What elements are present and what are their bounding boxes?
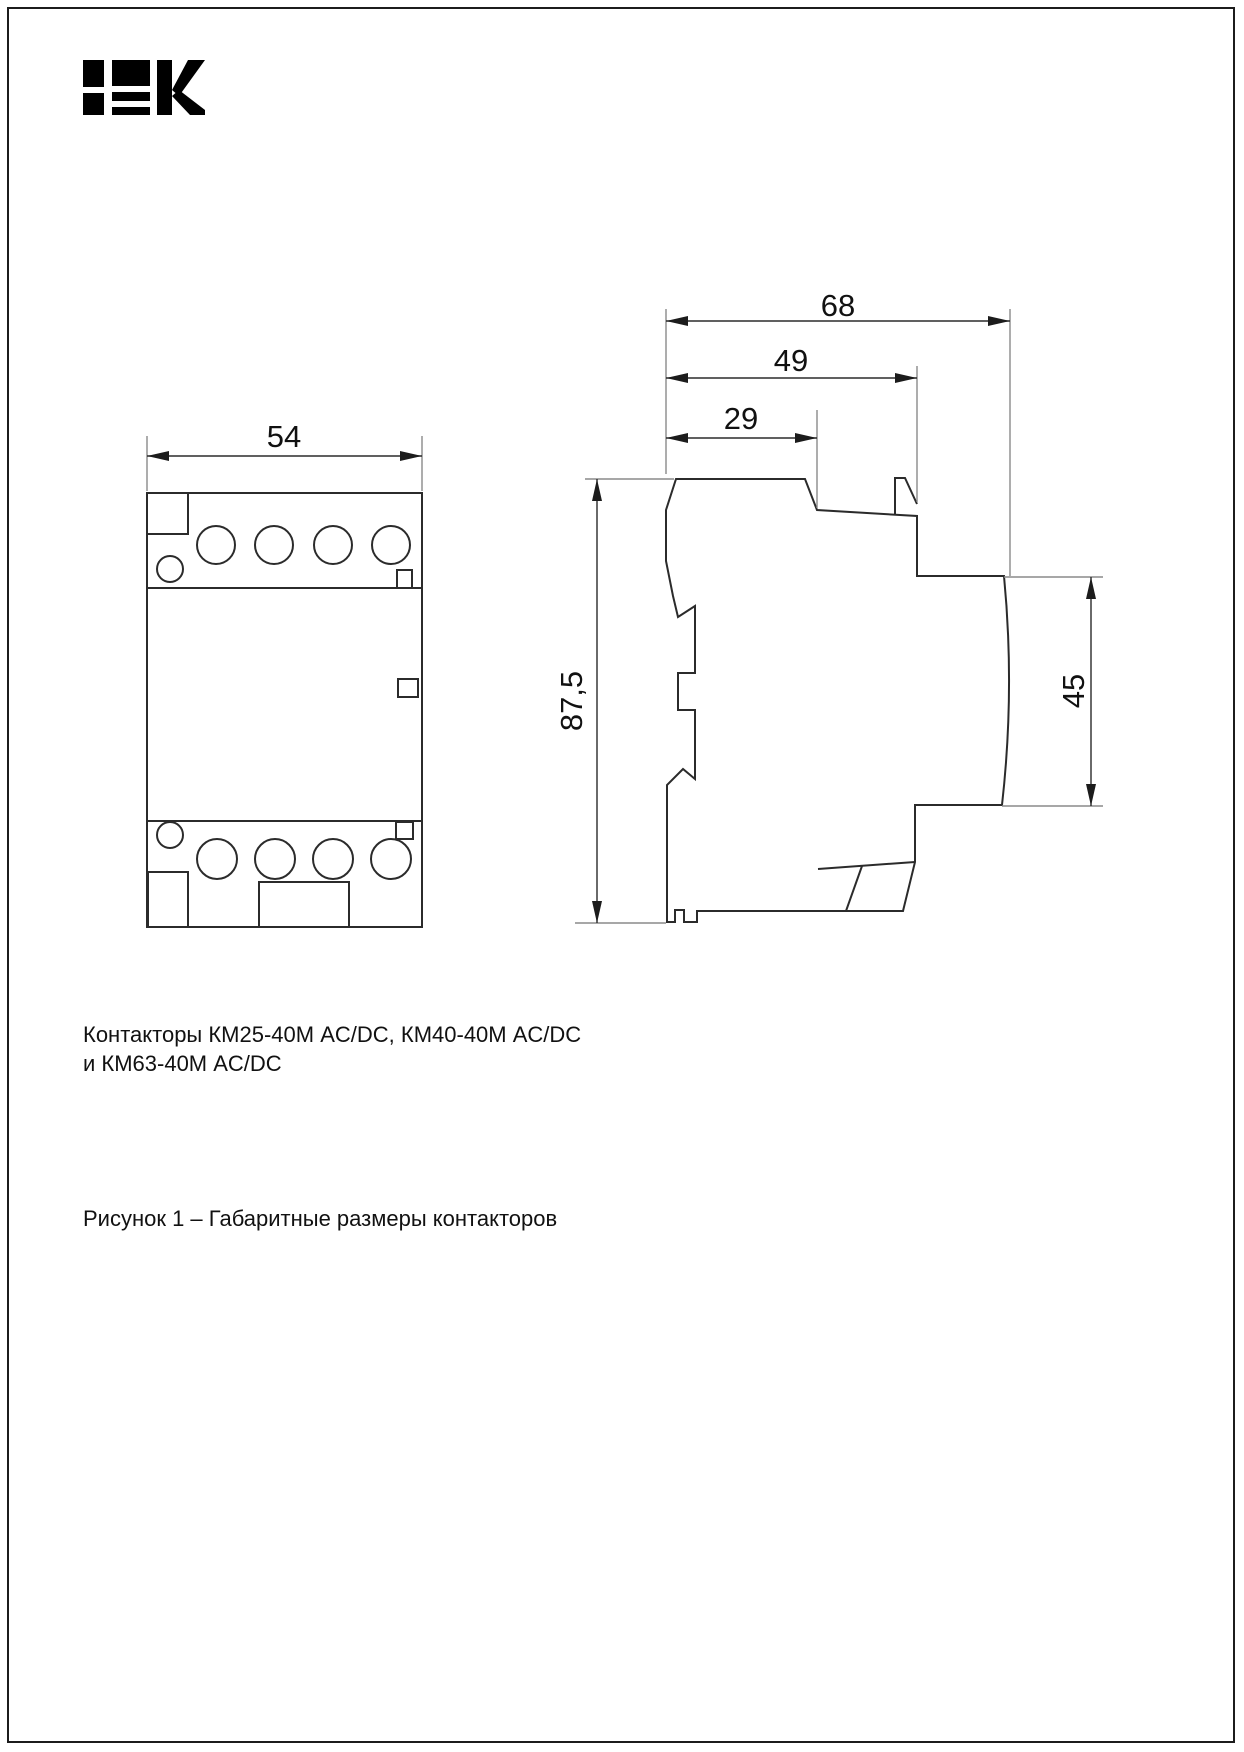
dim-label-front-width: 54 [266, 419, 302, 454]
front-top-left-cutout [147, 493, 188, 534]
extension-lines [147, 309, 1103, 923]
dim-label-height: 87,5 [554, 670, 589, 732]
dim-label-depth-total: 68 [820, 288, 856, 323]
side-top-tab [895, 478, 917, 514]
figure-caption: Рисунок 1 – Габаритные размеры контакторов [83, 1206, 558, 1231]
product-description-line2: и КМ63-40М AC/DC [83, 1051, 282, 1076]
front-body-outline [147, 493, 422, 927]
front-view [147, 493, 422, 927]
side-view [666, 478, 1009, 922]
side-bottom-tab-edge [846, 866, 862, 911]
dimension-lines [147, 316, 1096, 923]
product-description [83, 1020, 581, 1078]
side-bottom-surface [818, 862, 915, 869]
side-profile-outline [666, 479, 1009, 922]
dim-label-front-height: 45 [1056, 673, 1091, 709]
front-marking-window [398, 679, 418, 697]
product-description-line1: Контакторы КМ25-40М AC/DC, КМ40-40М AC/DC [83, 1022, 582, 1047]
dim-label-depth-body: 49 [773, 343, 809, 378]
dim-label-depth-top: 29 [723, 401, 759, 436]
